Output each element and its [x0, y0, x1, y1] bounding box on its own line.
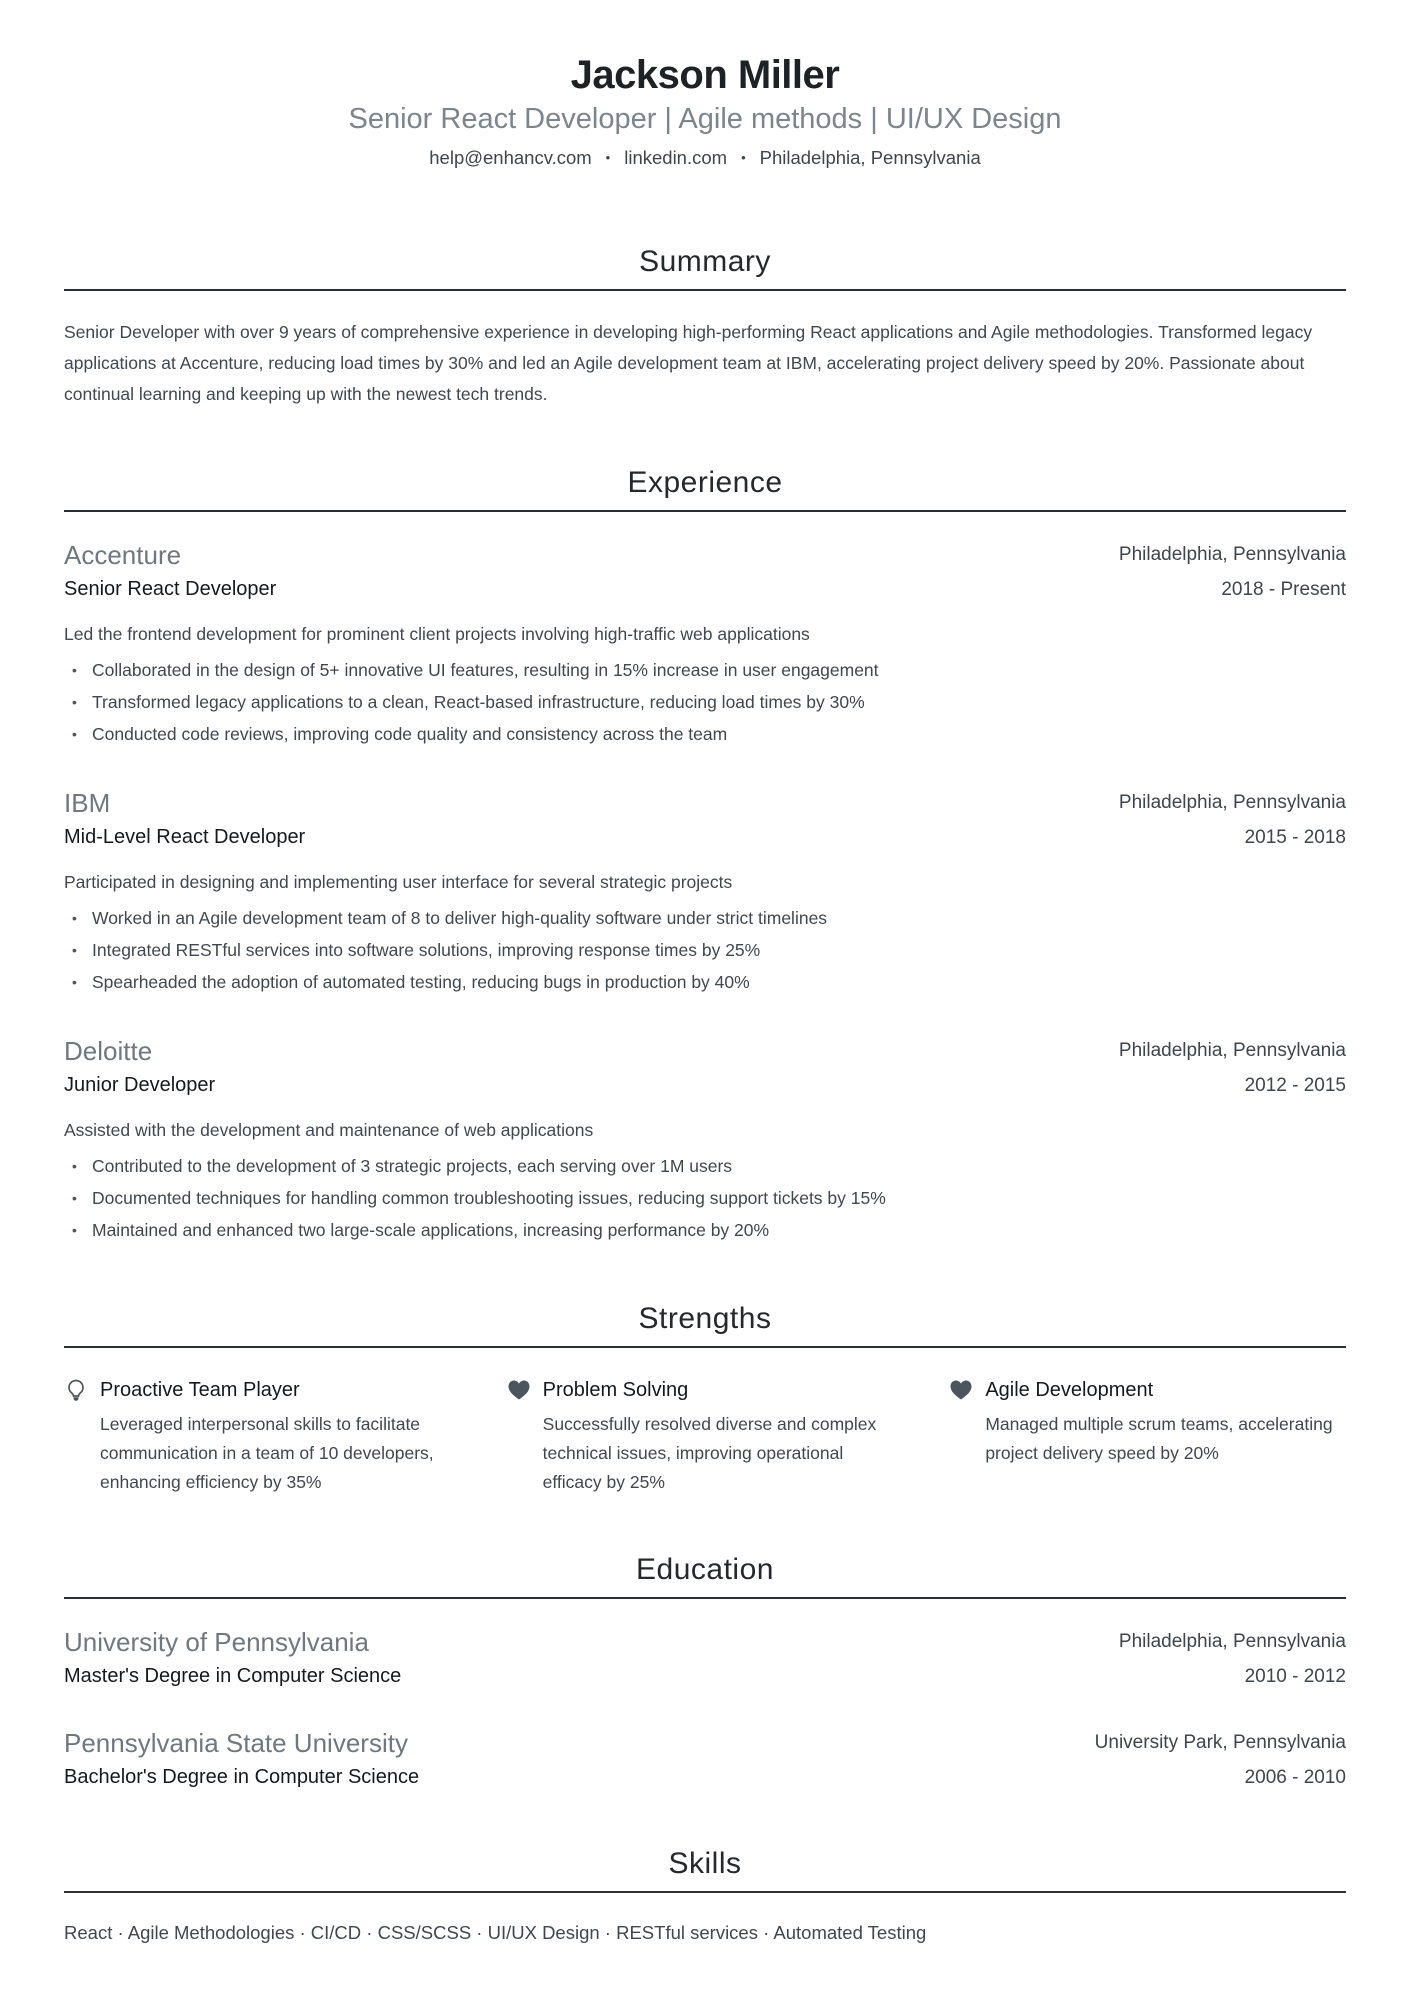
contact-location: Philadelphia, Pennsylvania — [759, 147, 981, 168]
heart-icon — [507, 1378, 531, 1406]
degree-name: Bachelor's Degree in Computer Science — [64, 1766, 420, 1788]
education-title: Education — [636, 1553, 774, 1586]
job-bullet: • Maintained and enhanced two large-scale applications, increasing performance by 20% — [64, 1214, 1346, 1246]
section-summary — [64, 243, 1346, 410]
job-bullet-list — [64, 1150, 1346, 1246]
lightbulb-icon — [64, 1378, 88, 1410]
skills-title: Skills — [668, 1847, 742, 1880]
job-title: Mid-Level React Developer — [64, 826, 306, 848]
school-dates: 2010 - 2012 — [1244, 1666, 1346, 1687]
job-location: Philadelphia, Pennsylvania — [1118, 1040, 1346, 1061]
company-name: Deloitte — [64, 1036, 153, 1066]
strength-description: Successfully resolved diverse and complex technical issues, improving operational efficacy by 25% — [542, 1414, 877, 1492]
strength-item — [507, 1376, 904, 1497]
section-divider — [64, 289, 1346, 291]
company-name: Accenture — [64, 540, 182, 570]
job-location: Philadelphia, Pennsylvania — [1118, 792, 1346, 813]
contact-email: help@enhancv.com — [429, 147, 592, 168]
strength-description: Leveraged interpersonal skills to facilitate communication in a team of 10 developers, enhancing efficiency by 35% — [100, 1414, 434, 1492]
job-bullet-list — [64, 654, 1346, 750]
school-name: Pennsylvania State University — [64, 1728, 408, 1758]
job-dates: 2018 - Present — [1221, 579, 1346, 600]
job-summary: Participated in designing and implementing user interface for several strategic projects — [64, 872, 733, 892]
resume-header — [64, 52, 1346, 171]
school-location: University Park, Pennsylvania — [1094, 1732, 1346, 1753]
job-bullet: • Collaborated in the design of 5+ innovative UI features, resulting in 15% increase in user engagement — [64, 654, 1346, 686]
job-bullet: • Documented techniques for handling common troubleshooting issues, reducing support tickets by 15% — [64, 1182, 1346, 1214]
bullet-separator-icon: • — [605, 150, 611, 165]
summary-title: Summary — [639, 245, 771, 278]
school-name: University of Pennsylvania — [64, 1627, 369, 1657]
section-skills — [64, 1845, 1346, 1947]
strength-item — [64, 1376, 461, 1497]
experience-entry — [64, 1034, 1346, 1246]
section-divider — [64, 1597, 1346, 1599]
job-location: Philadelphia, Pennsylvania — [1118, 544, 1346, 565]
job-bullet: • Transformed legacy applications to a clean, React-based infrastructure, reducing load times by 30% — [64, 686, 1346, 718]
experience-entry — [64, 538, 1346, 750]
section-experience — [64, 464, 1346, 1246]
strength-title: Proactive Team Player — [100, 1379, 300, 1401]
candidate-name: Jackson Miller — [570, 53, 840, 97]
bullet-separator-icon: • — [741, 150, 746, 165]
job-title: Junior Developer — [64, 1074, 216, 1096]
strengths-title: Strengths — [638, 1302, 772, 1335]
job-title: Senior React Developer — [64, 578, 277, 600]
job-bullet: • Integrated RESTful services into software solutions, improving response times by 25% — [64, 934, 1346, 966]
company-name: IBM — [64, 788, 111, 818]
contact-line — [64, 145, 1346, 171]
section-divider — [64, 1891, 1346, 1893]
summary-text: Senior Developer with over 9 years of comprehensive experience in developing high-performing React applications and Agile methodologies. Transformed legacy applications at Accenture, reducing load times by 30% and led an Agile development team at IBM, accelerating project delivery speed by 20%. Passionate about continual learning and keeping up with the newest tech trends. — [64, 322, 1313, 404]
skills-list: React · Agile Methodologies · CI/CD · CSS/SCSS · UI/UX Design · RESTful services · Automated Testing — [64, 1922, 927, 1943]
experience-entry — [64, 786, 1346, 998]
job-summary: Led the frontend development for prominent client projects involving high-traffic web applications — [64, 624, 810, 644]
section-divider — [64, 510, 1346, 512]
education-entry — [64, 1726, 1346, 1791]
heart-icon — [949, 1378, 973, 1406]
strength-title: Agile Development — [985, 1379, 1154, 1401]
contact-linkedin: linkedin.com — [624, 147, 728, 168]
candidate-tagline: Senior React Developer | Agile methods | UI/UX Design — [348, 103, 1062, 135]
section-strengths — [64, 1300, 1346, 1497]
job-bullet: • Contributed to the development of 3 strategic projects, each serving over 1M users — [64, 1150, 1346, 1182]
school-dates: 2006 - 2010 — [1244, 1767, 1346, 1788]
job-dates: 2012 - 2015 — [1244, 1075, 1346, 1096]
school-location: Philadelphia, Pennsylvania — [1118, 1631, 1346, 1652]
strength-title: Problem Solving — [542, 1379, 689, 1401]
section-education — [64, 1551, 1346, 1791]
job-bullet-list — [64, 902, 1346, 998]
job-summary: Assisted with the development and maintenance of web applications — [64, 1120, 594, 1140]
strength-item — [949, 1376, 1346, 1497]
job-dates: 2015 - 2018 — [1244, 827, 1346, 848]
education-entry — [64, 1625, 1346, 1690]
degree-name: Master's Degree in Computer Science — [64, 1665, 402, 1687]
job-bullet: • Worked in an Agile development team of 8 to deliver high-quality software under strict timelines — [64, 902, 1346, 934]
job-bullet: • Conducted code reviews, improving code quality and consistency across the team — [64, 718, 1346, 750]
job-bullet: • Spearheaded the adoption of automated testing, reducing bugs in production by 40% — [64, 966, 1346, 998]
section-divider — [64, 1346, 1346, 1348]
experience-title: Experience — [627, 466, 783, 499]
strength-description: Managed multiple scrum teams, accelerating project delivery speed by 20% — [985, 1414, 1333, 1463]
